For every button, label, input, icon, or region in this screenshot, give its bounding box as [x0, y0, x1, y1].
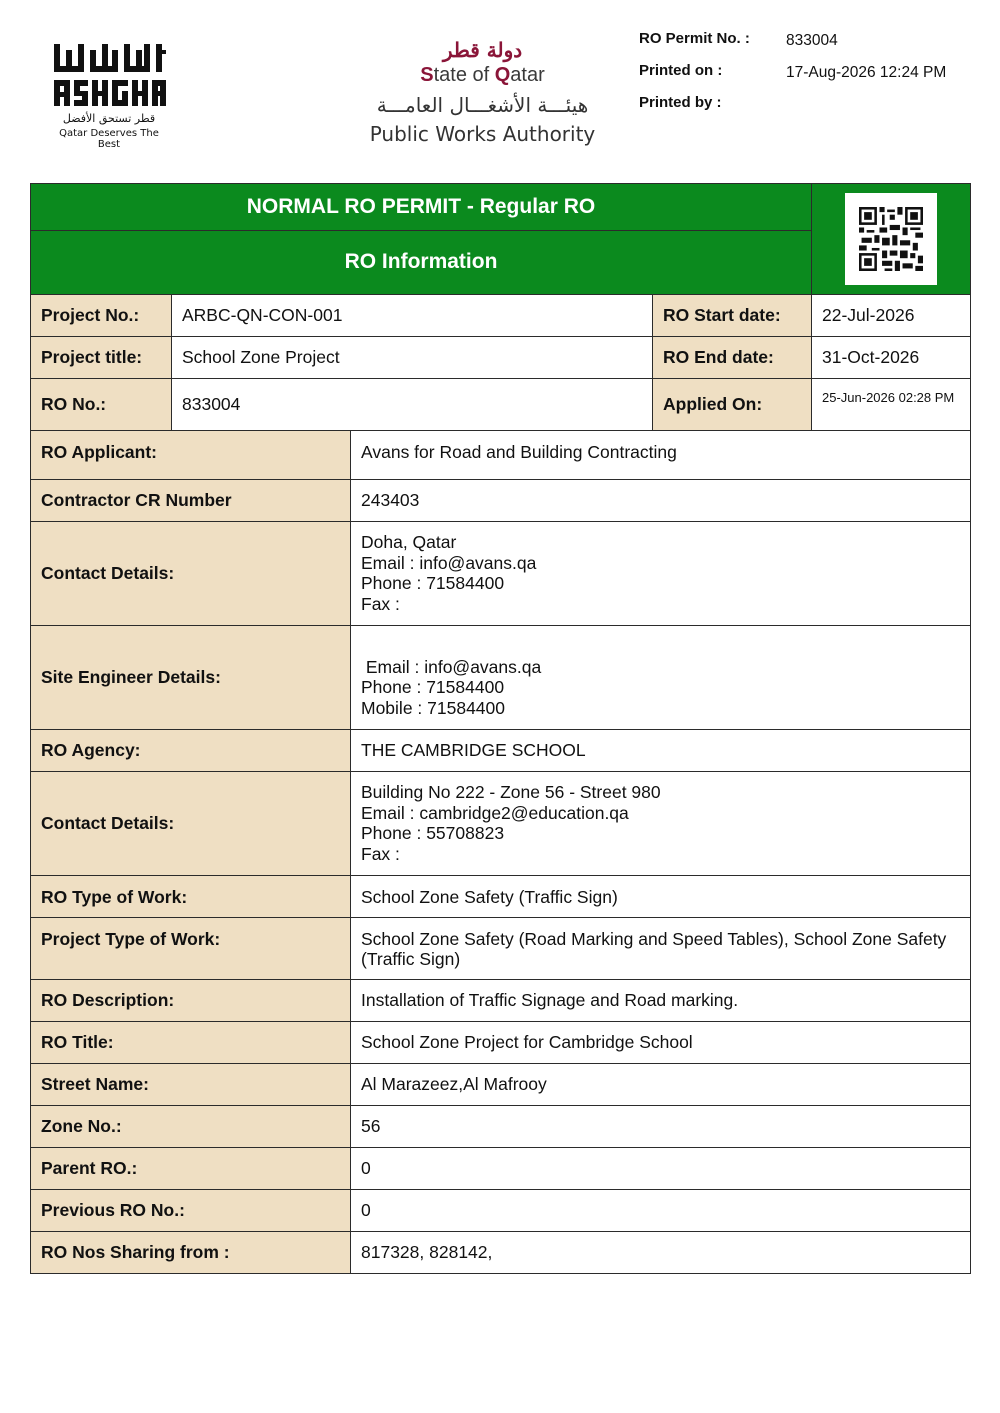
ro-no-value: 833004 [172, 379, 653, 431]
detail-row [31, 917, 971, 979]
detail-label: Contact Details: [31, 521, 351, 625]
detail-value-line: Al Marazeez,Al Mafrooy [361, 1073, 547, 1094]
detail-value [351, 479, 971, 521]
detail-value-line: THE CAMBRIDGE SCHOOL [361, 739, 586, 760]
project-title-label: Project title: [31, 337, 172, 379]
detail-value-line: School Zone Project for Cambridge School [361, 1031, 693, 1052]
detail-row [31, 479, 971, 521]
english-state-name: State of Qatar [420, 64, 545, 86]
detail-value-line: Avans for Road and Building Contracting [361, 441, 677, 462]
permit-details-table [30, 430, 971, 1274]
applied-on-value: 25-Jun-2026 02:28 PM [812, 379, 971, 431]
project-title-value: School Zone Project [172, 337, 653, 379]
detail-value-line: Building No 222 - Zone 56 - Street 980 [361, 782, 661, 802]
ro-end-date-label: RO End date: [653, 337, 812, 379]
detail-label: Parent RO.: [31, 1147, 351, 1189]
detail-value-line: 817328, 828142, [361, 1241, 493, 1262]
ashghal-logo-icon [52, 42, 168, 108]
detail-value [351, 521, 971, 625]
meta-label: Printed on : [639, 62, 723, 79]
detail-row [31, 1105, 971, 1147]
detail-value-line: Installation of Traffic Signage and Road marking. [361, 989, 739, 1010]
detail-row [31, 1147, 971, 1189]
detail-value-line: Fax : [361, 843, 400, 864]
detail-value-line: Email : info@avans.qa [361, 552, 537, 573]
arabic-state-name: دولة قطر [442, 38, 523, 62]
detail-label: Contractor CR Number [31, 479, 351, 521]
ro-end-date-value: 31-Oct-2026 [812, 337, 971, 379]
summary-row [31, 337, 971, 379]
project-no-value: ARBC-QN-CON-001 [172, 295, 653, 337]
arabic-authority-name: هيئـــة الأشغـــال العامـــة [376, 93, 589, 117]
detail-label: Street Name: [31, 1063, 351, 1105]
detail-value-line: School Zone Safety (Road Marking and Speed Tables), School Zone Safety (Traffic Sign) [361, 928, 952, 969]
permit-title: NORMAL RO PERMIT - Regular RO [31, 184, 812, 231]
detail-value [351, 430, 971, 479]
permit-summary-table [30, 183, 971, 431]
meta-label: RO Permit No. : [639, 30, 750, 47]
detail-value-line: Phone : 71584400 [361, 677, 505, 697]
detail-row [31, 1063, 971, 1105]
detail-row [31, 1021, 971, 1063]
detail-value [351, 771, 971, 875]
detail-value [351, 1021, 971, 1063]
detail-row [31, 1231, 971, 1273]
detail-label: RO Agency: [31, 729, 351, 771]
ro-start-date-value: 22-Jul-2026 [812, 295, 971, 337]
detail-value-line: Phone : 55708823 [361, 823, 505, 843]
ro-start-date-label: RO Start date: [653, 295, 812, 337]
detail-value-line: Mobile : 71584400 [361, 697, 505, 718]
detail-label: RO Description: [31, 979, 351, 1021]
detail-value-line: Email : cambridge2@education.qa [361, 802, 629, 823]
detail-label: Site Engineer Details: [31, 625, 351, 729]
ro-no-label: RO No.: [31, 379, 172, 431]
detail-value-line: 0 [361, 1199, 371, 1220]
detail-value-line: 56 [361, 1115, 381, 1136]
detail-row [31, 979, 971, 1021]
detail-value-line: Phone : 71584400 [361, 573, 505, 593]
permit-sheet [30, 183, 970, 1274]
detail-value [351, 1063, 971, 1105]
summary-row [31, 379, 971, 431]
meta-label: Printed by : [639, 94, 722, 111]
project-no-label: Project No.: [31, 295, 172, 337]
detail-value [351, 1105, 971, 1147]
meta-value: 17-Aug-2026 12:24 PM [786, 64, 947, 81]
detail-label: Zone No.: [31, 1105, 351, 1147]
detail-value [351, 1147, 971, 1189]
detail-value-line: Doha, Qatar [361, 532, 457, 552]
detail-value [351, 979, 971, 1021]
detail-value-line: Email : info@avans.qa [361, 656, 542, 677]
section-title: RO Information [31, 231, 812, 295]
detail-row [31, 625, 971, 729]
detail-value-line: Fax : [361, 593, 400, 614]
ashghal-logo [50, 42, 170, 150]
detail-row [31, 729, 971, 771]
meta-value: 833004 [786, 32, 838, 49]
detail-row [31, 430, 971, 479]
detail-label: Contact Details: [31, 771, 351, 875]
summary-row [31, 295, 971, 337]
detail-value [351, 917, 971, 979]
detail-label: RO Type of Work: [31, 875, 351, 917]
detail-label: Project Type of Work: [31, 917, 351, 979]
qr-code-cell [812, 184, 971, 295]
qr-code [845, 193, 937, 285]
applied-on-label: Applied On: [653, 379, 812, 431]
detail-row [31, 875, 971, 917]
detail-row [31, 771, 971, 875]
detail-value [351, 625, 971, 729]
detail-value [351, 875, 971, 917]
detail-value [351, 729, 971, 771]
detail-value-line: 243403 [361, 489, 420, 510]
detail-value-line: School Zone Safety (Traffic Sign) [361, 886, 618, 907]
detail-value [351, 1189, 971, 1231]
detail-value [351, 1231, 971, 1273]
state-of-qatar-logo [350, 38, 615, 148]
logo-arabic-tagline: قطر تستحق الأفضل [62, 112, 156, 125]
detail-label: Previous RO No.: [31, 1189, 351, 1231]
detail-row [31, 521, 971, 625]
english-authority-name: Public Works Authority [369, 122, 596, 146]
detail-label: RO Nos Sharing from : [31, 1231, 351, 1273]
qr-code-icon [859, 207, 923, 271]
detail-label: RO Applicant: [31, 430, 351, 479]
detail-value-line [361, 636, 960, 657]
detail-row [31, 1189, 971, 1231]
logo-english-tagline: Qatar Deserves The Best [59, 128, 159, 150]
detail-label: RO Title: [31, 1021, 351, 1063]
detail-value-line: 0 [361, 1157, 371, 1178]
